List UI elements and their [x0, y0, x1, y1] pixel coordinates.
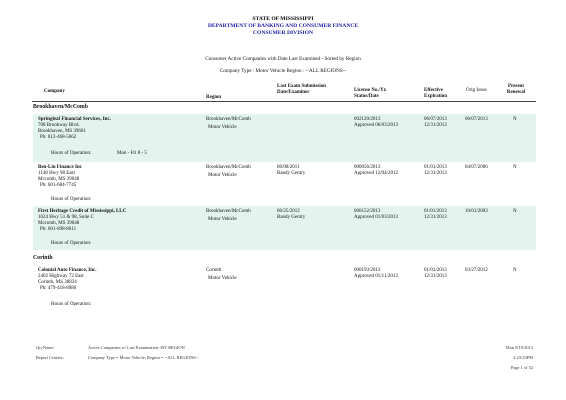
company-city: Brookhaven, MS 39601 [38, 129, 86, 134]
company-type: Motor Vehicle [208, 276, 237, 281]
company-row [33, 162, 536, 206]
company-address: 1024 Hwy 51 & 98, Suite C [38, 215, 94, 220]
company-info [38, 209, 126, 233]
examiner: Randy Gentry [277, 215, 306, 220]
hours-label: Hours of Operation: [51, 151, 92, 156]
region-cell [206, 165, 251, 179]
footer-criteria-value: Company Type = Motor Vehicle; Region = --ALL REGIONS-- [88, 355, 199, 360]
company-city: Corinth, MS 38834 [38, 280, 77, 285]
footer-query-label: QryName: [36, 345, 55, 350]
license-cell [354, 165, 398, 177]
company-phone: Ph: 812-468-5662 [40, 135, 77, 140]
orig-issue-date: 03/27/2012 [465, 268, 488, 273]
company-address: 2402 Highway 72 East [38, 274, 84, 279]
company-name: Colonial Auto Finance, Inc. [38, 268, 97, 273]
effective-cell [424, 117, 447, 129]
exam-date: 06/08/2011 [277, 165, 300, 170]
company-type: Motor Vehicle [208, 125, 237, 130]
footer-query-value: Active Companies w/ Last Examination--BY REGION [88, 345, 185, 350]
hours-value: Mon - Fri 8 - 5 [117, 151, 147, 156]
region-name: Brookhaven/McComb [206, 209, 251, 214]
orig-issue-date: 06/07/2013 [465, 117, 488, 122]
company-row [33, 114, 536, 162]
state-title: STATE OF MISSISSIPPI [252, 16, 314, 22]
company-row [33, 206, 536, 250]
company-type: Motor Vehicle [208, 173, 237, 178]
hours-label: Hours of Operation: [51, 197, 92, 202]
license-cell [354, 209, 398, 221]
hours-label: Hours of Operation: [51, 241, 92, 246]
division-title: CONSUMER DIVISION [252, 30, 314, 36]
license-number: 000056/2013 [354, 165, 381, 170]
company-address: 708 Brookway Blvd. [38, 123, 80, 128]
license-number: 000193/2013 [354, 268, 381, 273]
license-status: Approved 12/04/2012 [354, 171, 399, 176]
region-cell [206, 268, 237, 282]
expiration-date: 12/31/2013 [424, 123, 447, 128]
exam-date: 06/25/2012 [277, 209, 300, 214]
company-address: 1140 Hwy 98 East [38, 171, 75, 176]
license-status: Approved 06/03/2013 [354, 123, 399, 128]
effective-date: 01/01/2013 [424, 165, 447, 170]
report-filter: Company Type : Motor Vehicle Region : --ALL REGIONS-- [219, 68, 347, 74]
exam-cell [277, 165, 305, 177]
effective-cell [424, 209, 447, 221]
company-info [38, 165, 82, 189]
expiration-date: 12/31/2013 [424, 171, 447, 176]
header-rule [32, 101, 536, 102]
region-cell [206, 209, 251, 223]
license-number: 000152/2013 [354, 209, 381, 214]
license-status: Approved 01/03/2013 [354, 215, 399, 220]
orig-issue-date: 10/01/2003 [465, 209, 488, 214]
footer-time: 2:23:33PM [513, 355, 533, 360]
effective-cell [424, 268, 447, 280]
exam-cell [277, 209, 305, 221]
report-title: Consumer Active Companies with Date Last Examined - Sorted by Region [205, 56, 361, 62]
license-cell [354, 268, 398, 280]
license-cell [354, 117, 398, 129]
footer-date: Mon 8/19/2013 [505, 345, 533, 350]
col-region: Region [206, 95, 221, 100]
col-license: License No./Yr. Status/Date [354, 88, 387, 99]
orig-issue-date: 04/07/2006 [465, 165, 488, 170]
region-cell [206, 117, 251, 131]
region-name: Corinth [206, 268, 222, 273]
col-last-exam: Last Exam Submission Date/Examiner [277, 84, 326, 95]
company-info [38, 117, 111, 141]
hours-label: Hours of Operation: [51, 302, 92, 307]
company-phone: Ph: 479-418-8086 [40, 286, 77, 291]
company-phone: Ph: 601-898-8611 [40, 227, 77, 232]
renewal-flag: N [513, 268, 517, 273]
company-name: Springleaf Financial Services, Inc. [38, 117, 111, 122]
region-name: Brookhaven/McComb [206, 117, 251, 122]
company-name: First Heritage Credit of Mississippi, LLC [38, 209, 127, 214]
col-company: Company [44, 89, 65, 94]
col-present-renewal: Present Renewal [506, 84, 526, 95]
company-name: Ben-Lin Finance Inc [38, 165, 82, 170]
license-number: 002120/2013 [354, 117, 381, 122]
region-name: Brookhaven/McComb [206, 165, 251, 170]
renewal-flag: N [513, 165, 517, 170]
effective-cell [424, 165, 447, 177]
col-effective: Effective Expiration [424, 88, 448, 99]
report-header [0, 16, 566, 37]
region-group-title: Brookhaven/McComb [33, 104, 88, 110]
company-row [33, 265, 536, 311]
department-title: DEPARTMENT OF BANKING AND CONSUMER FINANCE [207, 23, 359, 29]
renewal-flag: N [513, 117, 517, 122]
expiration-date: 12/31/2013 [424, 215, 447, 220]
company-phone: Ph: 601-684-7745 [40, 183, 77, 188]
footer-criteria-label: Report Criteria: [36, 355, 64, 360]
examiner: Randy Gentry [277, 171, 306, 176]
company-city: Mccomb, MS 39648 [38, 221, 80, 226]
effective-date: 01/01/2013 [424, 268, 447, 273]
footer-page-number: Page 1 of 52 [510, 365, 533, 370]
expiration-date: 12/31/2013 [424, 274, 447, 279]
effective-date: 01/01/2013 [424, 209, 447, 214]
effective-date: 06/07/2013 [424, 117, 447, 122]
license-status: Approved 01/11/2013 [354, 274, 398, 279]
region-group-title: Corinth [33, 255, 53, 261]
renewal-flag: N [513, 209, 517, 214]
company-city: Mccomb, MS 39648 [38, 177, 80, 182]
company-info [38, 268, 96, 292]
col-orig-issue: Orig Issue [466, 88, 487, 93]
company-type: Motor Vehicle [208, 217, 237, 222]
